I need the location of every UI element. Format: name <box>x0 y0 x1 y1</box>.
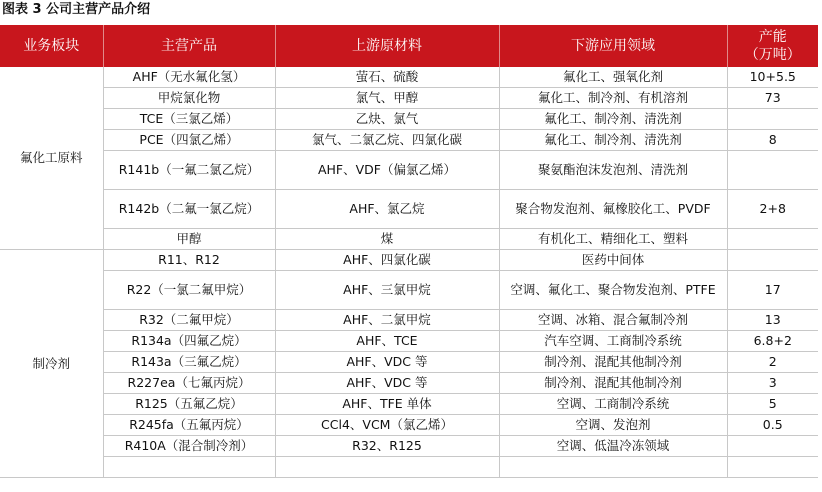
table-row <box>0 271 818 310</box>
table-row <box>0 310 818 331</box>
upstream-cell <box>275 457 499 478</box>
capacity-cell <box>727 151 818 190</box>
product-cell: R410A（混合制冷剂） <box>103 436 275 457</box>
table-row <box>0 415 818 436</box>
downstream-cell: 氟化工、制冷剂、清洗剂 <box>499 109 727 130</box>
capacity-cell: 10+5.5 <box>727 67 818 88</box>
capacity-cell: 5 <box>727 394 818 415</box>
upstream-cell: AHF、VDC 等 <box>275 373 499 394</box>
product-cell: R245fa（五氟丙烷） <box>103 415 275 436</box>
upstream-cell: CCl4、VCM（氯乙烯） <box>275 415 499 436</box>
upstream-cell: 氯气、二氯乙烷、四氯化碳 <box>275 130 499 151</box>
table-row <box>0 190 818 229</box>
downstream-cell: 聚氨酯泡沫发泡剂、清洗剂 <box>499 151 727 190</box>
upstream-cell: AHF、二氯甲烷 <box>275 310 499 331</box>
capacity-cell <box>727 250 818 271</box>
upstream-cell: AHF、TFE 单体 <box>275 394 499 415</box>
table-row <box>0 151 818 190</box>
product-cell: TCE（三氯乙烯） <box>103 109 275 130</box>
table-row <box>0 109 818 130</box>
capacity-cell <box>727 457 818 478</box>
product-cell <box>103 457 275 478</box>
downstream-cell: 空调、工商制冷系统 <box>499 394 727 415</box>
capacity-cell <box>727 436 818 457</box>
upstream-cell: 氯气、甲醇 <box>275 88 499 109</box>
table-row <box>0 88 818 109</box>
product-cell: R142b（二氟一氯乙烷） <box>103 190 275 229</box>
table-row <box>0 130 818 151</box>
capacity-cell <box>727 109 818 130</box>
product-cell: R141b（一氟二氯乙烷） <box>103 151 275 190</box>
product-cell: 甲醇 <box>103 229 275 250</box>
header-product: 主营产品 <box>103 25 275 67</box>
upstream-cell: R32、R125 <box>275 436 499 457</box>
capacity-cell: 8 <box>727 130 818 151</box>
downstream-cell: 制冷剂、混配其他制冷剂 <box>499 373 727 394</box>
product-cell: 甲烷氯化物 <box>103 88 275 109</box>
upstream-cell: AHF、TCE <box>275 331 499 352</box>
downstream-cell: 空调、冰箱、混合氟制冷剂 <box>499 310 727 331</box>
downstream-cell: 空调、发泡剂 <box>499 415 727 436</box>
table-row <box>0 394 818 415</box>
table-row <box>0 250 818 271</box>
product-cell: R134a（四氟乙烷） <box>103 331 275 352</box>
upstream-cell: 煤 <box>275 229 499 250</box>
downstream-cell: 汽车空调、工商制冷系统 <box>499 331 727 352</box>
table-row <box>0 457 818 478</box>
upstream-cell: AHF、四氯化碳 <box>275 250 499 271</box>
header-capacity: 产能 （万吨） <box>727 25 818 67</box>
header-upstream: 上游原材料 <box>275 25 499 67</box>
product-cell: AHF（无水氟化氢） <box>103 67 275 88</box>
downstream-cell: 有机化工、精细化工、塑料 <box>499 229 727 250</box>
downstream-cell: 聚合物发泡剂、氟橡胶化工、PVDF <box>499 190 727 229</box>
capacity-cell: 17 <box>727 271 818 310</box>
upstream-cell: AHF、氯乙烷 <box>275 190 499 229</box>
table-row <box>0 229 818 250</box>
table-row <box>0 67 818 88</box>
header-downstream: 下游应用领域 <box>499 25 727 67</box>
segment-label: 制冷剂 <box>0 250 103 478</box>
table-row <box>0 331 818 352</box>
products-table <box>0 25 818 478</box>
product-cell: R227ea（七氟丙烷） <box>103 373 275 394</box>
product-cell: R125（五氟乙烷） <box>103 394 275 415</box>
downstream-cell: 医药中间体 <box>499 250 727 271</box>
upstream-cell: AHF、三氯甲烷 <box>275 271 499 310</box>
capacity-cell: 2+8 <box>727 190 818 229</box>
upstream-cell: AHF、VDC 等 <box>275 352 499 373</box>
downstream-cell: 空调、低温冷冻领域 <box>499 436 727 457</box>
document-title: 图表 3 公司主营产品介绍 <box>2 2 151 17</box>
downstream-cell: 氟化工、强氧化剂 <box>499 67 727 88</box>
downstream-cell: 氟化工、制冷剂、有机溶剂 <box>499 88 727 109</box>
product-cell: R143a（三氟乙烷） <box>103 352 275 373</box>
capacity-cell <box>727 229 818 250</box>
table-row <box>0 436 818 457</box>
capacity-cell: 0.5 <box>727 415 818 436</box>
capacity-cell: 73 <box>727 88 818 109</box>
downstream-cell: 空调、氟化工、聚合物发泡剂、PTFE <box>499 271 727 310</box>
segment-label: 氟化工原料 <box>0 67 103 250</box>
header-segment: 业务板块 <box>0 25 103 67</box>
product-cell: R22（一氯二氟甲烷） <box>103 271 275 310</box>
table-row <box>0 373 818 394</box>
upstream-cell: AHF、VDF（偏氯乙烯） <box>275 151 499 190</box>
product-cell: R32（二氟甲烷） <box>103 310 275 331</box>
downstream-cell <box>499 457 727 478</box>
table-row <box>0 352 818 373</box>
capacity-cell: 3 <box>727 373 818 394</box>
capacity-cell: 6.8+2 <box>727 331 818 352</box>
upstream-cell: 萤石、硫酸 <box>275 67 499 88</box>
downstream-cell: 制冷剂、混配其他制冷剂 <box>499 352 727 373</box>
product-cell: R11、R12 <box>103 250 275 271</box>
table-header-row <box>0 25 818 67</box>
capacity-cell: 2 <box>727 352 818 373</box>
capacity-cell: 13 <box>727 310 818 331</box>
product-cell: PCE（四氯乙烯） <box>103 130 275 151</box>
upstream-cell: 乙炔、氯气 <box>275 109 499 130</box>
downstream-cell: 氟化工、制冷剂、清洗剂 <box>499 130 727 151</box>
